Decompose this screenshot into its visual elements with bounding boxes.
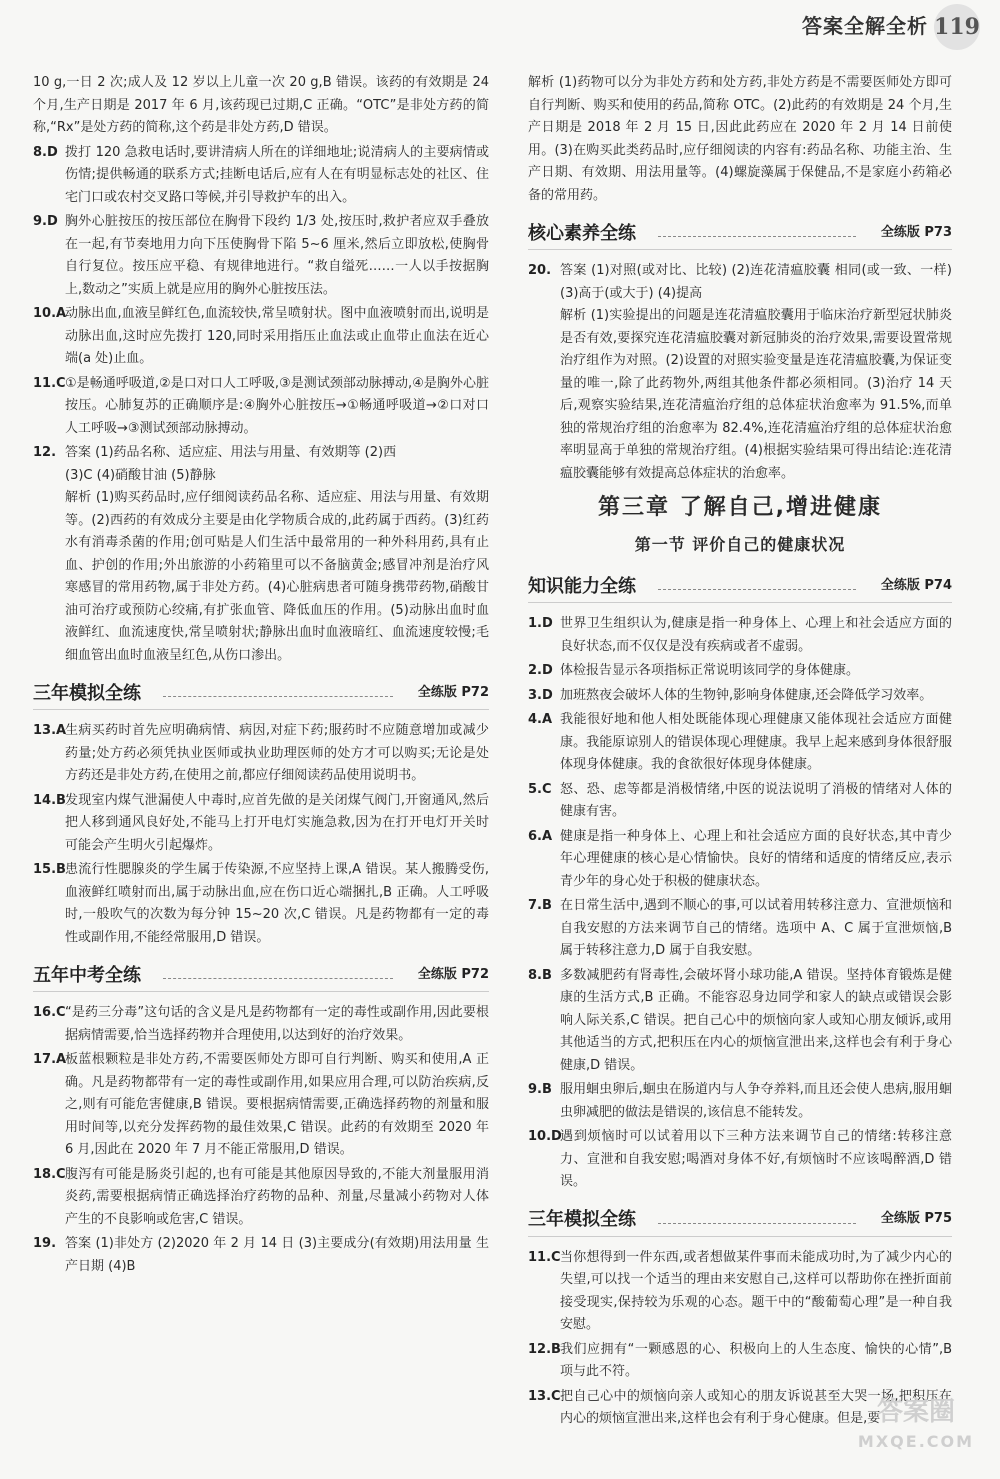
section-title: 五年中考全练 — [33, 964, 141, 986]
answer-line: 答案 (1)药品名称、适应症、用法与用量、有效期等 (2)西 — [65, 445, 397, 460]
question-text: 胸外心脏按压的按压部位在胸骨下段约 1/3 处,按压时,救护者应双手叠放在一起,有节奏地用力向下压使胸骨下陷 5~6 厘米,然后立即放松,使胸骨自行复位。按压应平稳、有规律地进行。“救自缢死……一人以手按据胸上,数动之”实质上就是应用的胸外心脏按压法。 — [65, 214, 489, 297]
question-text: 我们应拥有“一颗感恩的心、积极向上的人生态度、愉快的心情”,B 项与此不符。 — [560, 1341, 952, 1379]
question-item — [528, 709, 952, 777]
page-number: 119 — [934, 4, 980, 50]
question-number: 3.D — [528, 687, 553, 703]
question-text: 10 g,一日 2 次;成人及 12 岁以上儿童一次 20 g,B 错误。该药的有效期是 24 个月,生产日期是 2017 年 6 月,该药现已过期,C 正确。“OTC”是非处方药的简称,“Rx”是处方药的简称,这个药是非处方药,D 错误。 — [33, 75, 489, 135]
question-item — [528, 1079, 952, 1124]
question-item — [33, 72, 489, 140]
watermark-line: MXQE.COM — [857, 1432, 975, 1451]
right-column — [528, 72, 952, 1433]
question-number: 8.B — [528, 967, 552, 983]
question-item — [33, 720, 489, 788]
question-text: 服用蛔虫卵后,蛔虫在肠道内与人争夺养料,而且还会使人患病,服用蛔虫卵减肥的做法是错误的,该信息不能转发。 — [560, 1082, 952, 1120]
question-number: 2.D — [528, 663, 553, 678]
question-text: 动脉出血,血液呈鲜红色,血流较快,常呈喷射状。图中血液喷射而出,说明是动脉出血,这时应先拨打 120,同时采用指压止血法或止血带止血法在近心端(a 处)止血。 — [65, 306, 489, 366]
question-text: 当你想得到一件东西,或者想做某件事而未能成功时,为了减少内心的失望,可以找一个适当的理由来安慰自己,这样可以帮助你在挫折面前接受现实,保持较为乐观的心态。题干中的“酸葡萄心理”是一种自我安慰。 — [560, 1249, 952, 1332]
question-item — [33, 373, 489, 441]
section-page-ref: 全练版 P75 — [880, 1211, 952, 1226]
section-divider — [658, 1223, 856, 1224]
question-number: 9.D — [33, 214, 58, 229]
analysis-text: 解析 (1)购买药品时,应仔细阅读药品名称、适应症、用法与用量、有效期等。(2)西药的有效成分主要是由化学物质合成的,此药属于西药。(3)红药水有消毒杀菌的作用;创可贴是人们生活中最常用的一种外科用药,具有止血、护创的作用;外出旅游的小药箱里可以不备脑黄金;感冒冲剂是治疗风寒感冒的常用药物,属于非处方药。(4)心脏病患者可随身携带药物,硝酸甘油可治疗或预防心绞痛,有扩张血管、降低血压的作用。(5)动脉出血时血液鲜红、血流速度快,常呈喷射状;静脉出血时血液暗红、血流速度较慢;毛细血管出血时血液呈红色,从伤口渗出。 — [65, 490, 489, 663]
section-header — [33, 959, 489, 992]
question-text: “是药三分毒”这句话的含义是凡是药物都有一定的毒性或副作用,因此要根据病情需要,恰当选择药物并合理使用,以达到好的治疗效果。 — [65, 1005, 489, 1043]
question-number: 10.A — [33, 306, 67, 321]
section-page-ref: 全练版 P72 — [417, 684, 489, 700]
question-text: 板蓝根颗粒是非处方药,不需要医师处方即可自行判断、购买和使用,A 正确。凡是药物都带有一定的毒性或副作用,如果应用合理,可以防治疾病,反之,则有可能危害健康,B 错误。要根据病情需要,正确选择药物的剂量和服用时间等,以充分发挥药物的最佳效果,C 错误。此药的有效期至 2020 年 6 月,因此在 2020 年 7 月不能正常服用,D 错误。 — [65, 1052, 489, 1157]
question-number: 20. — [528, 263, 552, 278]
question-text: 遇到烦恼时可以试着用以下三种方法来调节自己的情绪:转移注意力、宣泄和自我安慰;喝酒对身体不好,有烦恼时不应该喝醉酒,D 错误。 — [560, 1129, 952, 1189]
question-item — [528, 613, 952, 658]
section-header — [528, 217, 952, 250]
section-title: 三年模拟全练 — [33, 682, 141, 704]
question-item — [33, 142, 489, 210]
section-page-ref: 全练版 P73 — [880, 224, 952, 240]
question-item — [528, 685, 952, 708]
section-divider — [163, 978, 393, 979]
section-divider — [658, 236, 856, 237]
question-text: 我能很好地和他人相处既能体现心理健康又能体现社会适应方面健康。我能原谅别人的错误体现心理健康。我早上起来感到身体很舒服体现身体健康。我的食欲很好体现身体健康。 — [560, 712, 952, 772]
left-column — [33, 72, 489, 1280]
question-item — [528, 895, 952, 963]
page-header — [0, 0, 1000, 50]
question-text: ①是畅通呼吸道,②是口对口人工呼吸,③是测试颈部动脉搏动,④是胸外心脏按压。心肺复苏的正确顺序是:④胸外心脏按压→①畅通呼吸道→②口对口人工呼吸→③测试颈部动脉搏动。 — [65, 375, 489, 436]
question-text: 拨打 120 急救电话时,要讲清病人所在的详细地址;说清病人的主要病情或伤情;提供畅通的联系方式;挂断电话后,应有人在有明显标志处的社区、住宅门口或农村交叉路口等候,并引导救护车的出入。 — [65, 144, 489, 205]
question-item — [528, 1247, 952, 1337]
question-item — [33, 1233, 489, 1278]
answer-line: 答案 (1)对照(或对比、比较) (2)连花清瘟胶囊 相同(或一致、一样) (3)高于(或大于) (4)提高 — [560, 263, 952, 301]
question-number: 7.B — [528, 898, 552, 913]
question-item — [528, 1339, 952, 1384]
question-item — [528, 660, 952, 683]
question-number: 4.A — [528, 712, 553, 727]
question-number: 19. — [33, 1236, 57, 1251]
question-number: 5.C — [528, 781, 552, 797]
question-item — [528, 1126, 952, 1194]
question-text: 多数减肥药有肾毒性,会破坏肾小球功能,A 错误。坚持体育锻炼是健康的生活方式,B 正确。不能容忍身边同学和家人的缺点或错误会影响人际关系,C 错误。把自己心中的烦恼向家人或知心朋友倾诉,或用其他适当的方式,把积压在内心的烦恼宣泄出来,这样也会有利于身心健康,D 错误。 — [560, 967, 952, 1073]
section-title: 知识能力全练 — [528, 575, 636, 597]
analysis-continuation: 解析 (1)药物可以分为非处方药和处方药,非处方药是不需要医师处方即可自行判断、购买和使用的药品,简称 OTC。(2)此药的有效期是 24 个月,生产日期是 2018 年 2 月 15 日,因此此药应在 2020 年 2 月 14 日前使用。(3)在购买此类药品时,应仔细阅读的内容有:药品名称、功能主治、生产日期、有效期、用法用量等。(4)螺旋藻属于保健品,不是家庭小药箱必备的常用药。 — [528, 75, 952, 203]
question-text: 生病买药时首先应明确病情、病因,对症下药;服药时不应随意增加或减少药量;处方药必须凭执业医师或执业助理医师的处方才可以购买;无论是处方药还是非处方药,在使用之前,都应仔细阅读药品使用说明书。 — [65, 723, 489, 783]
question-item — [33, 859, 489, 949]
section-subtitle: 第一节 评价自己的健康状况 — [634, 534, 846, 554]
question-number: 11.C — [33, 375, 66, 391]
question-number: 11.C — [528, 1249, 561, 1265]
question-item — [33, 1049, 489, 1162]
question-text: 加班熬夜会破坏人体的生物钟,影响身体健康,还会降低学习效率。 — [560, 687, 933, 703]
section-divider — [658, 589, 856, 590]
question-text: 健康是指一种身体上、心理上和社会适应方面的良好状态,其中青少年心理健康的核心是心情愉快。良好的情绪和适度的情绪反应,表示青少年的身心处于积极的健康状态。 — [560, 828, 952, 889]
question-text: 体检报告显示各项指标正常说明该同学的身体健康。 — [560, 663, 860, 678]
section-header — [528, 570, 952, 603]
section-page-ref: 全练版 P72 — [417, 966, 489, 982]
section-title: 三年模拟全练 — [528, 1209, 636, 1230]
question-item — [33, 442, 489, 667]
watermark-line: 答案圈 — [876, 1397, 955, 1427]
question-number: 12.B — [528, 1341, 561, 1357]
question-text: 把自己心中的烦恼向亲人或知心的朋友诉说甚至大哭一场,把积压在内心的烦恼宣泄出来,这样也会有利于身心健康。但是,要 — [560, 1388, 952, 1426]
question-number: 17.A — [33, 1052, 67, 1067]
question-item — [33, 790, 489, 858]
question-item — [528, 826, 952, 894]
analysis-text: 解析 (1)实验提出的问题是连花清瘟胶囊用于临床治疗新型冠状肺炎是否有效,要探究连花清瘟胶囊对新冠肺炎的治疗效果,需要设置常规治疗组作为对照。(2)设置的对照实验变量是连花清瘟胶囊,为保证变量的唯一,除了此药物外,两组其他条件都必须相同。(3)治疗 14 天后,观察实验结果,连花清瘟治疗组的总体症状治愈率为 91.5%,而单独的常规治疗组的治愈率为 82.4%,连花清瘟治疗组的总体症状治愈率明显高于单独的常规治疗组。(4)根据实验结果可得出结论:连花清瘟胶囊能够有效提高总体症状的治愈率。 — [560, 308, 952, 481]
question-item — [33, 211, 489, 301]
question-item — [33, 1002, 489, 1047]
question-number: 13.C — [528, 1388, 561, 1404]
question-number: 12. — [33, 445, 57, 460]
header-title: 答案全解全析 — [802, 14, 928, 38]
question-text: 腹泻有可能是肠炎引起的,也有可能是其他原因导致的,不能大剂量服用消炎药,需要根据病情正确选择治疗药物的品种、剂量,尽量减小药物对人体产生的不良影响或危害,C 错误。 — [65, 1166, 489, 1227]
question-text: 发现室内煤气泄漏使人中毒时,应首先做的是关闭煤气阀门,开窗通风,然后把人移到通风良好处,不能马上打开电灯实施急救,因为在打开电灯开关时可能会产生明火引起爆炸。 — [65, 792, 489, 853]
section-header — [528, 1204, 952, 1237]
question-item — [528, 260, 952, 485]
question-number: 9.B — [528, 1082, 552, 1097]
watermark-logo — [846, 1397, 986, 1469]
question-text: 患流行性腮腺炎的学生属于传染源,不应坚持上课,A 错误。某人搬腾受伤,血液鲜红喷射而出,属于动脉出血,应在伤口近心端捆扎,B 正确。人工呼吸时,一般吹气的次数为每分钟 15~20 次,C 错误。凡是药物都有一定的毒性或副作用,不能经常服用,D 错误。 — [65, 862, 489, 945]
question-item — [33, 303, 489, 371]
chapter-title: 第三章 了解自己,增进健康 — [597, 495, 883, 520]
answer-line: (3)C (4)硝酸甘油 (5)静脉 — [65, 467, 216, 483]
question-number: 15.B — [33, 862, 66, 877]
question-text: 答案 (1)非处方 (2)2020 年 2 月 14 日 (3)主要成分(有效期)用法用量 生产日期 (4)B — [65, 1236, 489, 1274]
question-number: 18.C — [33, 1166, 66, 1182]
question-text: 在日常生活中,遇到不顺心的事,可以试着用转移注意力、宣泄烦恼和自我安慰的方法来调节自己的情绪。选项中 A、C 属于宣泄烦恼,B 属于转移注意力,D 属于自我安慰。 — [560, 898, 952, 958]
question-number: 16.C — [33, 1005, 66, 1020]
question-number: 10.D — [528, 1129, 562, 1144]
section-page-ref: 全练版 P74 — [880, 577, 952, 593]
question-item — [528, 779, 952, 824]
section-header — [33, 677, 489, 710]
question-item — [528, 965, 952, 1078]
question-number: 1.D — [528, 616, 553, 631]
question-number: 6.A — [528, 828, 553, 844]
question-number: 13.A — [33, 723, 67, 738]
question-number: 8.D — [33, 144, 58, 160]
section-divider — [163, 696, 393, 697]
section-title: 核心素养全练 — [528, 222, 636, 244]
question-text: 怒、恐、虑等都是消极情绪,中医的说法说明了消极的情绪对人体的健康有害。 — [560, 781, 952, 819]
question-text: 世界卫生组织认为,健康是指一种身体上、心理上和社会适应方面的良好状态,而不仅仅是没有疾病或者不虚弱。 — [560, 616, 952, 654]
question-number: 14.B — [33, 792, 66, 808]
question-item — [33, 1164, 489, 1232]
